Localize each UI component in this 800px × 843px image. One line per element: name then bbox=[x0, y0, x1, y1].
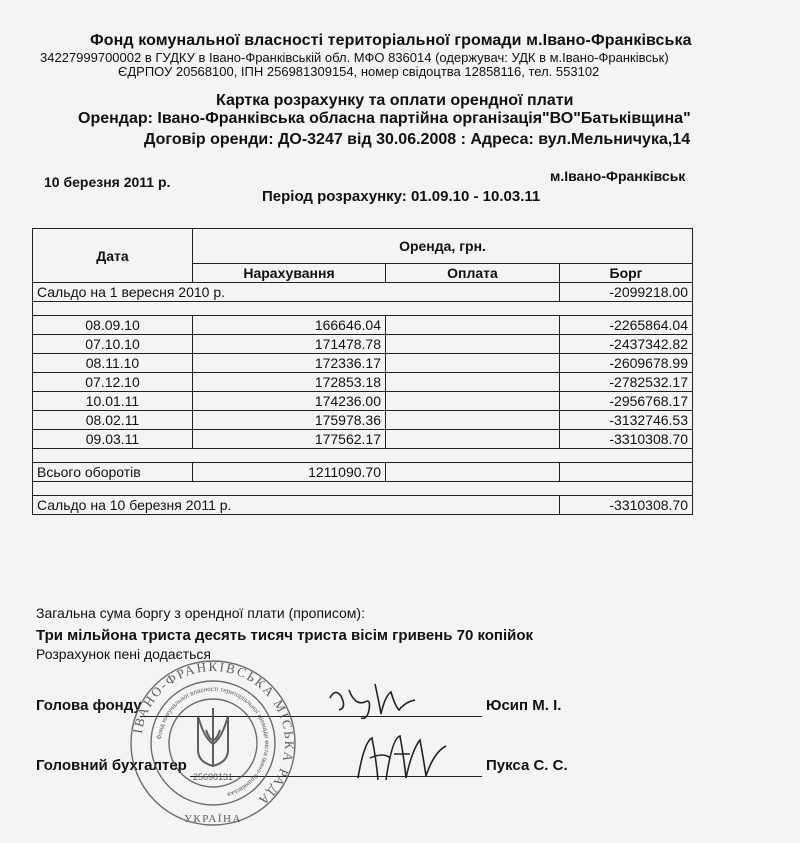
rows-body bbox=[33, 316, 693, 449]
row-debt: -2609678.99 bbox=[560, 354, 693, 373]
document-city: м.Івано-Франківськ bbox=[550, 168, 686, 184]
row-date: 08.02.11 bbox=[33, 411, 193, 430]
head-signature-scribble bbox=[325, 680, 420, 722]
total-debt-words-label: Загальна сума боргу з орендної плати (прописом): bbox=[36, 605, 365, 621]
row-debt: -2437342.82 bbox=[560, 335, 693, 354]
row-date: 10.01.11 bbox=[33, 392, 193, 411]
header-payment: Оплата bbox=[386, 264, 560, 283]
row-payment bbox=[386, 411, 560, 430]
tenant-line: Орендар: Івано-Франківська обласна партійна організація"ВО"Батьківщина" bbox=[78, 110, 691, 127]
stamp-code: 25698131 bbox=[192, 772, 234, 782]
row-date: 08.11.10 bbox=[33, 354, 193, 373]
rent-table bbox=[32, 228, 693, 515]
closing-balance-debt: -3310308.70 bbox=[560, 496, 693, 515]
head-signature-name: Юсип М. І. bbox=[486, 697, 562, 714]
spacer-cell bbox=[33, 482, 693, 496]
row-accrual: 174236.00 bbox=[193, 392, 386, 411]
spacer-cell bbox=[33, 302, 693, 316]
stamp-inner-text: Фонд комунальної власності територіальної громади міста Івано-Франківська bbox=[156, 685, 271, 798]
row-accrual: 166646.04 bbox=[193, 316, 386, 335]
opening-balance-debt: -2099218.00 bbox=[560, 283, 693, 302]
table-row bbox=[33, 392, 693, 411]
row-payment bbox=[386, 392, 560, 411]
accountant-signature-scribble bbox=[350, 728, 450, 788]
stamp-outer-text: ІВАНО-ФРАНКІВСЬКА МІСЬКА РАДА bbox=[129, 658, 298, 810]
table-row bbox=[33, 335, 693, 354]
total-row bbox=[33, 463, 693, 482]
row-accrual: 171478.78 bbox=[193, 335, 386, 354]
row-payment bbox=[386, 430, 560, 449]
closing-balance-row bbox=[33, 496, 693, 515]
total-debt-words: Три мільйона триста десять тисяч триста вісім гривень 70 копійок bbox=[36, 627, 534, 644]
org-name: Фонд комунальної власності територіальної громади м.Івано-Франківська bbox=[90, 32, 692, 49]
row-debt: -3132746.53 bbox=[560, 411, 693, 430]
opening-balance-row bbox=[33, 283, 693, 302]
header-accrual: Нарахування bbox=[193, 264, 386, 283]
total-label: Всього оборотів bbox=[33, 463, 193, 482]
header-rent: Оренда, грн. bbox=[193, 229, 693, 264]
opening-balance-label: Сальдо на 1 вересня 2010 р. bbox=[33, 283, 560, 302]
table-row bbox=[33, 354, 693, 373]
row-date: 07.12.10 bbox=[33, 373, 193, 392]
spacer-row bbox=[33, 302, 693, 316]
document-title: Картка розрахунку та оплати орендної плати bbox=[216, 92, 574, 109]
row-payment bbox=[386, 316, 560, 335]
head-signature-title: Голова фонду bbox=[36, 697, 142, 714]
document-date: 10 березня 2011 р. bbox=[44, 174, 171, 190]
row-accrual: 175978.36 bbox=[193, 411, 386, 430]
spacer-cell bbox=[33, 449, 693, 463]
total-accrual: 1211090.70 bbox=[193, 463, 386, 482]
header-date: Дата bbox=[33, 229, 193, 283]
row-date: 08.09.10 bbox=[33, 316, 193, 335]
row-payment bbox=[386, 373, 560, 392]
closing-balance-label: Сальдо на 10 березня 2011 р. bbox=[33, 496, 560, 515]
org-registration-details: ЄДРПОУ 20568100, ІПН 256981309154, номер свідоцтва 12858116, тел. 553102 bbox=[118, 64, 600, 79]
org-bank-details: 34227999700002 в ГУДКУ в Івано-Франківській обл. МФО 836014 (одержувач: УДК в м.Івано-Франківськ) bbox=[40, 50, 669, 65]
table-row bbox=[33, 411, 693, 430]
row-debt: -3310308.70 bbox=[560, 430, 693, 449]
official-stamp bbox=[128, 658, 298, 828]
row-date: 07.10.10 bbox=[33, 335, 193, 354]
row-accrual: 172336.17 bbox=[193, 354, 386, 373]
row-payment bbox=[386, 354, 560, 373]
spacer-row bbox=[33, 482, 693, 496]
row-accrual: 177562.17 bbox=[193, 430, 386, 449]
trident-icon bbox=[198, 708, 228, 766]
row-date: 09.03.11 bbox=[33, 430, 193, 449]
contract-line: Договір оренди: ДО-3247 від 30.06.2008 : Адреса: вул.Мельничука,14 bbox=[144, 131, 691, 148]
table-row bbox=[33, 316, 693, 335]
calculation-period: Період розрахунку: 01.09.10 - 10.03.11 bbox=[262, 188, 541, 205]
table-row bbox=[33, 373, 693, 392]
table-row bbox=[33, 430, 693, 449]
row-debt: -2265864.04 bbox=[560, 316, 693, 335]
header-debt: Борг bbox=[560, 264, 693, 283]
total-debt bbox=[560, 463, 693, 482]
total-payment bbox=[386, 463, 560, 482]
accountant-signature-title: Головний бухгалтер bbox=[36, 757, 187, 774]
row-debt: -2782532.17 bbox=[560, 373, 693, 392]
accountant-signature-name: Пукса С. С. bbox=[486, 757, 568, 774]
penalty-note: Розрахунок пені додається bbox=[36, 646, 212, 662]
row-debt: -2956768.17 bbox=[560, 392, 693, 411]
spacer-row bbox=[33, 449, 693, 463]
stamp-country: УКРАЇНА bbox=[184, 813, 242, 825]
row-payment bbox=[386, 335, 560, 354]
row-accrual: 172853.18 bbox=[193, 373, 386, 392]
